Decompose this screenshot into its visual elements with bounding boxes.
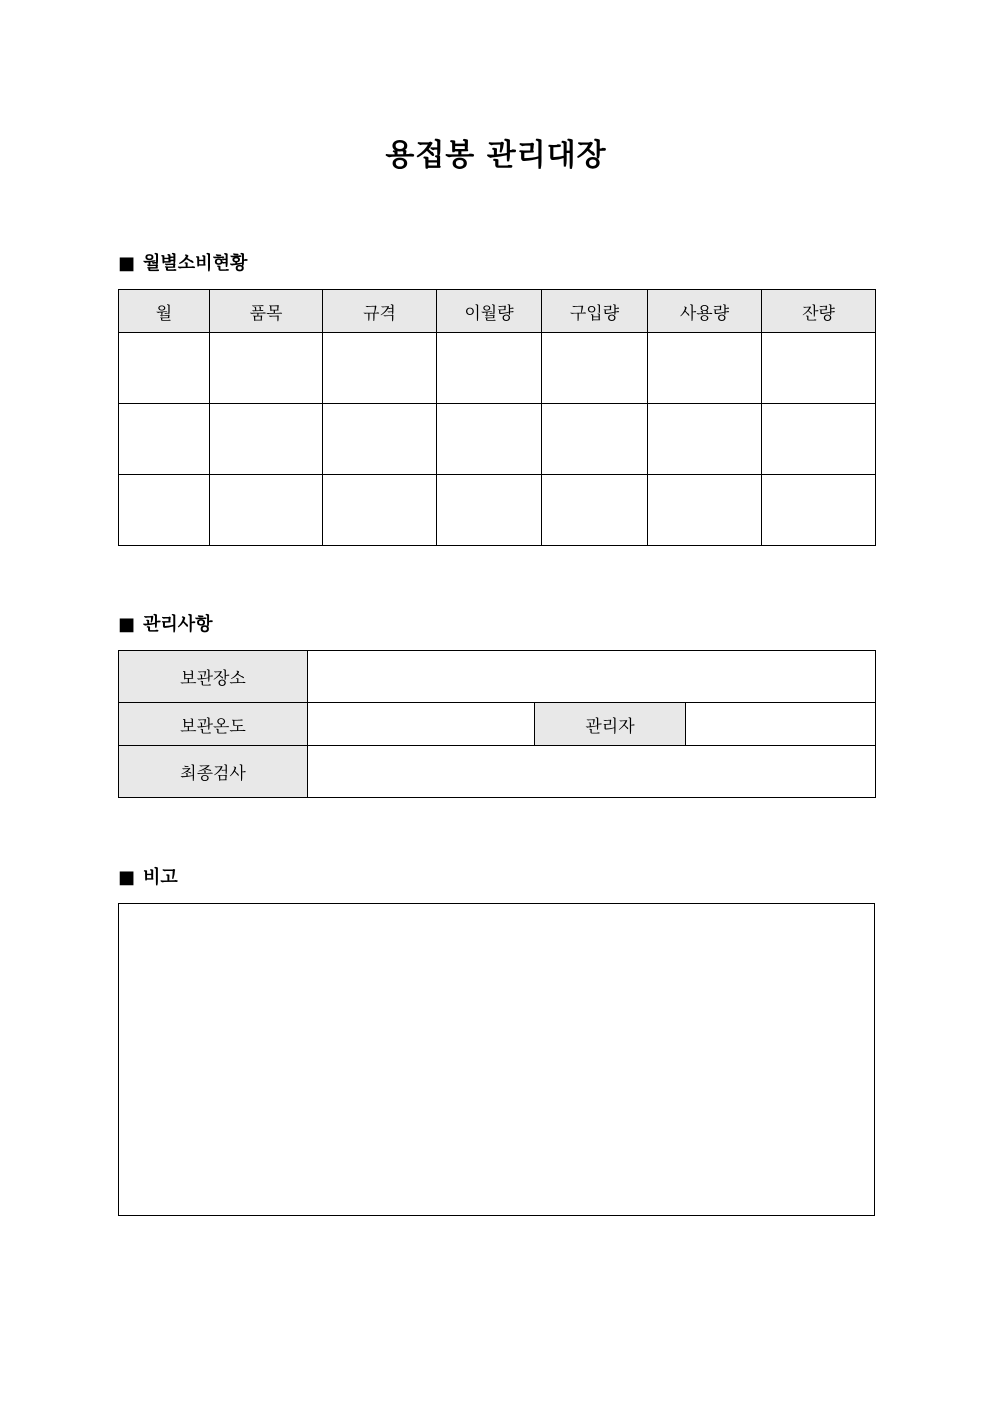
table-cell[interactable] bbox=[119, 404, 210, 475]
table-cell[interactable] bbox=[323, 475, 437, 546]
table-cell[interactable] bbox=[210, 333, 323, 404]
table-cell[interactable] bbox=[648, 404, 762, 475]
monthly-section-heading bbox=[118, 252, 247, 276]
manager-label: 관리자 bbox=[535, 703, 686, 746]
square-bullet-icon: ■ bbox=[118, 867, 136, 888]
table-cell[interactable] bbox=[542, 475, 648, 546]
table-cell[interactable] bbox=[437, 333, 542, 404]
final-inspection-label: 최종검사 bbox=[119, 746, 308, 798]
table-cell[interactable] bbox=[323, 404, 437, 475]
management-heading-label: 관리사항 bbox=[143, 614, 213, 635]
monthly-heading-label: 월별소비현황 bbox=[143, 253, 248, 274]
table-cell[interactable] bbox=[119, 333, 210, 404]
table-cell[interactable] bbox=[210, 404, 323, 475]
monthly-consumption-table bbox=[118, 289, 876, 546]
column-header-item: 품목 bbox=[210, 290, 323, 333]
table-cell[interactable] bbox=[323, 333, 437, 404]
final-inspection-field[interactable] bbox=[308, 746, 876, 798]
notes-box[interactable] bbox=[118, 903, 875, 1216]
column-header-carryover: 이월량 bbox=[437, 290, 542, 333]
column-header-used: 사용량 bbox=[648, 290, 762, 333]
table-cell[interactable] bbox=[437, 404, 542, 475]
temperature-row bbox=[119, 703, 876, 746]
table-cell[interactable] bbox=[210, 475, 323, 546]
table-row bbox=[119, 333, 876, 404]
manager-field[interactable] bbox=[686, 703, 876, 746]
table-header-row bbox=[119, 290, 876, 333]
table-cell[interactable] bbox=[762, 404, 876, 475]
table-cell[interactable] bbox=[542, 333, 648, 404]
table-row bbox=[119, 475, 876, 546]
inspection-row bbox=[119, 746, 876, 798]
storage-location-field[interactable] bbox=[308, 651, 876, 703]
table-cell[interactable] bbox=[437, 475, 542, 546]
management-section-heading bbox=[118, 613, 213, 637]
table-cell[interactable] bbox=[648, 475, 762, 546]
notes-heading-label: 비고 bbox=[143, 867, 178, 888]
storage-temperature-field[interactable] bbox=[308, 703, 535, 746]
storage-location-label: 보관장소 bbox=[119, 651, 308, 703]
table-cell[interactable] bbox=[762, 333, 876, 404]
square-bullet-icon: ■ bbox=[118, 253, 136, 274]
table-row bbox=[119, 404, 876, 475]
column-header-remaining: 잔량 bbox=[762, 290, 876, 333]
column-header-purchased: 구입량 bbox=[542, 290, 648, 333]
notes-section-heading bbox=[118, 866, 178, 890]
storage-row bbox=[119, 651, 876, 703]
table-cell[interactable] bbox=[648, 333, 762, 404]
document-title: 용접봉 관리대장 bbox=[385, 138, 607, 173]
table-cell[interactable] bbox=[762, 475, 876, 546]
management-table bbox=[118, 650, 876, 798]
table-cell[interactable] bbox=[119, 475, 210, 546]
column-header-spec: 규격 bbox=[323, 290, 437, 333]
column-header-month: 월 bbox=[119, 290, 210, 333]
table-cell[interactable] bbox=[542, 404, 648, 475]
storage-temperature-label: 보관온도 bbox=[119, 703, 308, 746]
square-bullet-icon: ■ bbox=[118, 614, 136, 635]
